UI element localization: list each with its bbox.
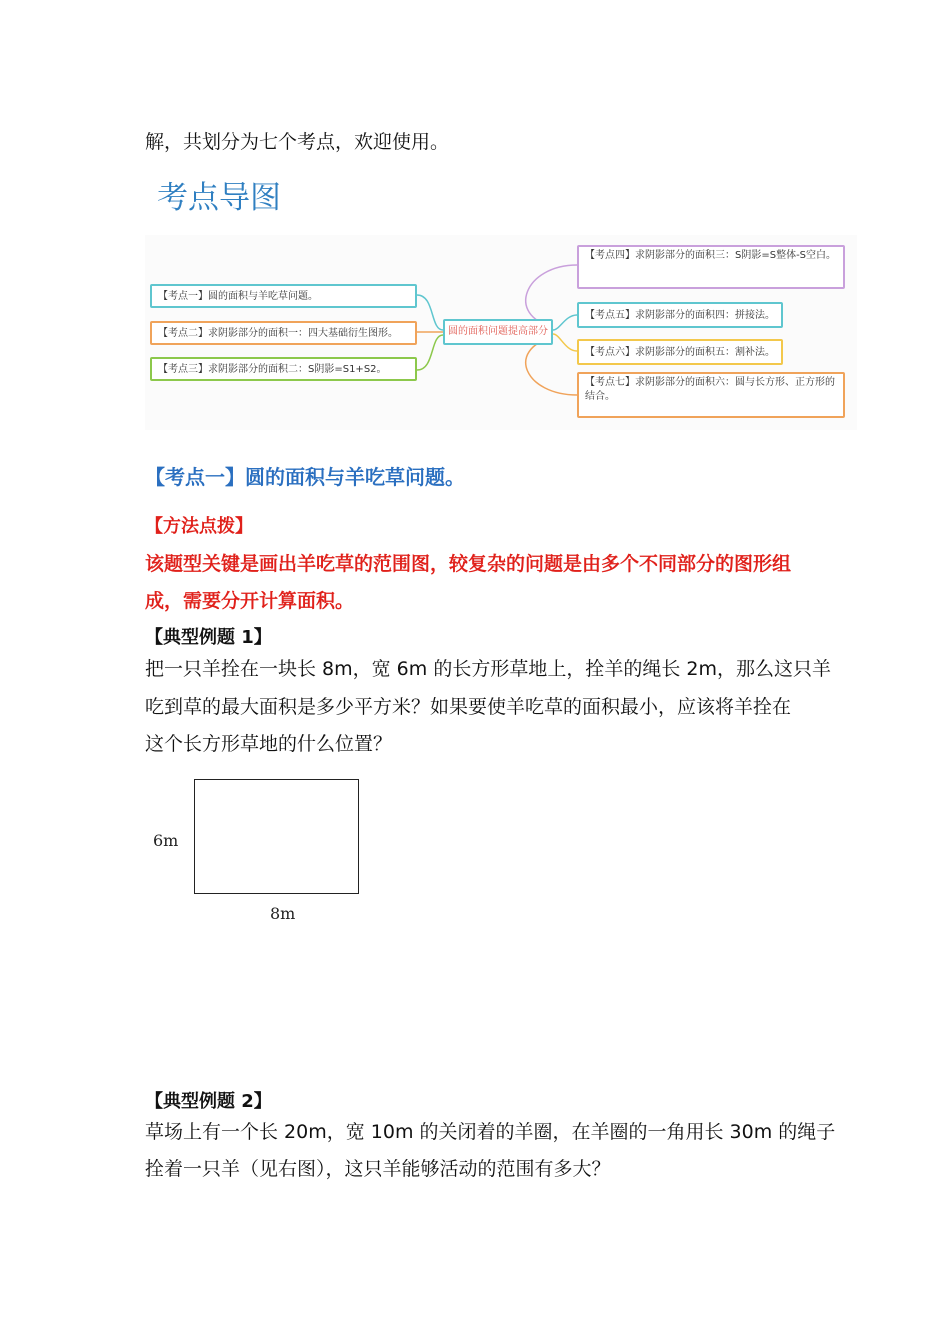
kaodian1-title: 【考点一】圆的面积与羊吃草问题。 (145, 465, 465, 489)
example1-line2: 吃到草的最大面积是多少平方米？如果要使羊吃草的面积最小，应该将羊拴在 (145, 696, 792, 718)
example2-line2: 拴着一只羊（见右图），这只羊能够活动的范围有多大？ (145, 1158, 611, 1180)
mindmap-node-kaodian7: 【考点七】求阴影部分的面积六：圆与长方形、正方形的结合。 (577, 372, 845, 418)
method-text-line1: 该题型关键是画出羊吃草的范围图，较复杂的问题是由多个不同部分的图形组 (145, 553, 792, 575)
method-text-line2: 成，需要分开计算面积。 (145, 590, 355, 612)
rectangle-figure (194, 779, 359, 894)
connector-kaodian6 (553, 334, 577, 351)
mindmap-node-kaodian5: 【考点五】求阴影部分的面积四：拼接法。 (577, 302, 783, 328)
connector-kaodian5 (553, 315, 577, 330)
connector-kaodian7 (526, 337, 577, 395)
example1-line1: 把一只羊拴在一块长 8m，宽 6m 的长方形草地上，拴羊的绳长 2m，那么这只羊 (145, 658, 831, 680)
example1-line3: 这个长方形草地的什么位置？ (145, 733, 393, 755)
mindmap-node-kaodian1: 【考点一】圆的面积与羊吃草问题。 (150, 284, 417, 308)
mindmap-center: 圆的面积问题提高部分 (443, 319, 553, 345)
mindmap-node-kaodian2: 【考点二】求阴影部分的面积一：四大基础衍生图形。 (150, 321, 417, 345)
section-title: 考点导图 (157, 180, 281, 216)
connector-kaodian1 (417, 295, 443, 330)
example2-line1: 草场上有一个长 20m，宽 10m 的关闭着的羊圈，在羊圈的一角用长 30m 的绳子 (145, 1121, 836, 1143)
example2-heading: 【典型例题 2】 (145, 1091, 272, 1112)
example1-heading: 【典型例题 1】 (145, 627, 272, 648)
intro-line: 解，共划分为七个考点，欢迎使用。 (145, 131, 450, 153)
rectangle-width-label: 8m (270, 904, 296, 923)
rectangle-height-label: 6m (153, 831, 179, 850)
mindmap-node-kaodian3: 【考点三】求阴影部分的面积二：S阴影=S1+S2。 (150, 357, 417, 381)
connector-kaodian3 (417, 335, 443, 370)
mindmap (145, 235, 857, 430)
method-heading: 【方法点拨】 (145, 516, 253, 537)
mindmap-node-kaodian4: 【考点四】求阴影部分的面积三：S阴影=S整体-S空白。 (577, 245, 845, 289)
mindmap-node-kaodian6: 【考点六】求阴影部分的面积五：割补法。 (577, 339, 783, 365)
